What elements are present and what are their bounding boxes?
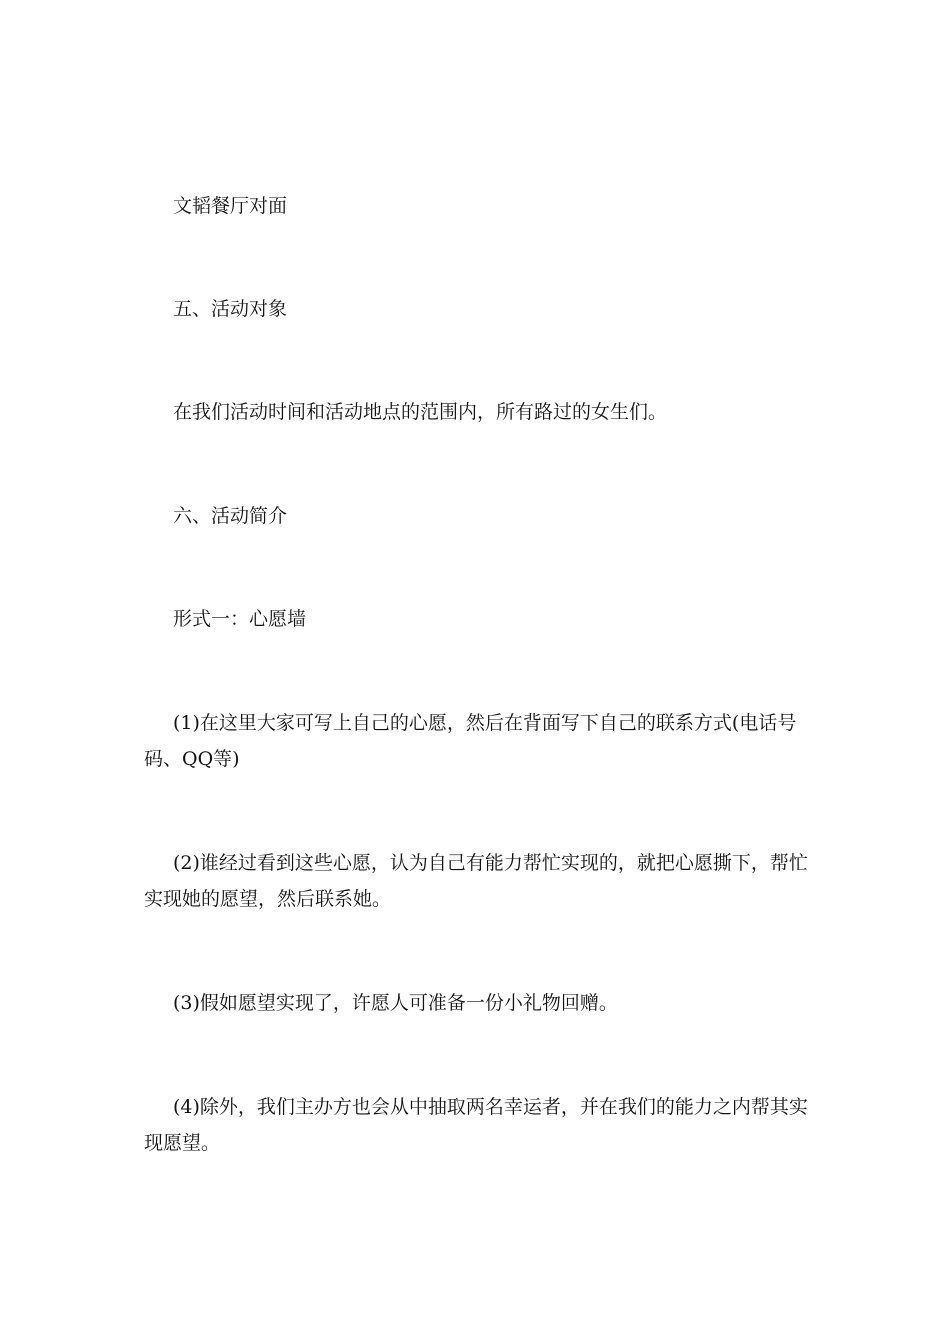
list-item-4: (4)除外，我们主办方也会从中抽取两名幸运者，并在我们的能力之内帮其实现愿望。	[144, 1096, 808, 1154]
subheading-wish-wall: 形式一：心愿墙	[173, 608, 307, 630]
heading-activity-introduction: 六、活动简介	[173, 505, 288, 527]
heading-activity-target: 五、活动对象	[173, 298, 288, 320]
list-item-3: (3)假如愿望实现了，许愿人可准备一份小礼物回赠。	[173, 992, 618, 1014]
paragraph-target-description: 在我们活动时间和活动地点的范围内，所有路过的女生们。	[173, 401, 668, 423]
paragraph-location: 文韬餐厅对面	[173, 195, 288, 217]
list-item-1: (1)在这里大家可写上自己的心愿，然后在背面写下自己的联系方式(电话号码、QQ等)	[144, 712, 797, 770]
list-item-2: (2)谁经过看到这些心愿，认为自己有能力帮忙实现的，就把心愿撕下，帮忙实现她的愿望，然后联系她。	[144, 852, 808, 910]
